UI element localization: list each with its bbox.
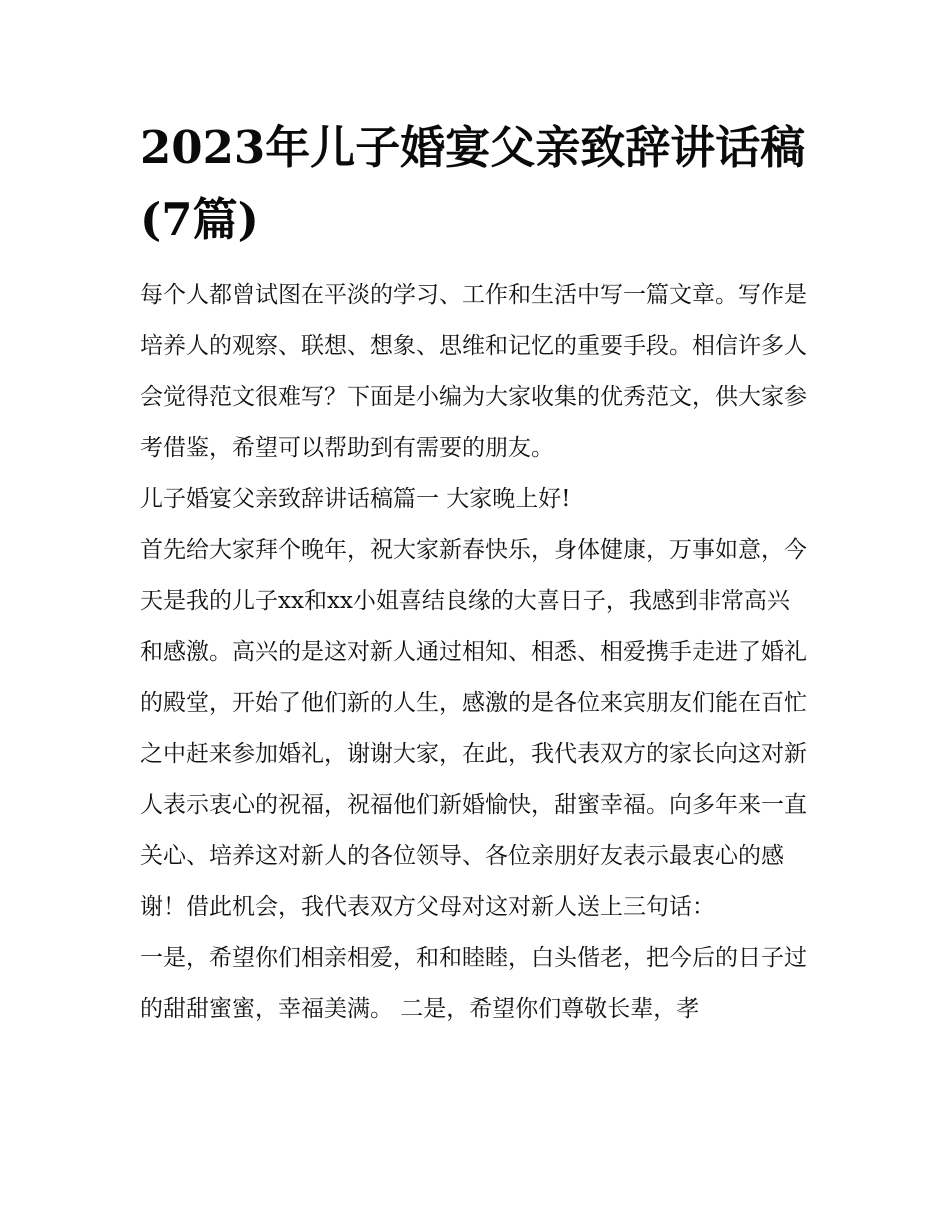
section-heading: 儿子婚宴父亲致辞讲话稿篇一 大家晚上好! [140, 486, 571, 512]
body-paragraph: 一是，希望你们相亲相爱，和和睦睦，白头偕老，把今后的日子过的甜甜蜜蜜，幸福美满。 二是，希望你们尊敬长辈，孝 [140, 945, 807, 1022]
intro-paragraph: 每个人都曾试图在平淡的学习、工作和生活中写一篇文章。写作是培养人的观察、联想、想象、思维和记忆的重要手段。相信许多人会觉得范文很难写？下面是小编为大家收集的优秀范文，供大家参考借鉴，希望可以帮助到有需要的朋友。 [140, 282, 807, 461]
body-paragraph: 首先给大家拜个晚年，祝大家新春快乐，身体健康，万事如意，今天是我的儿子xx和xx小姐喜结良缘的大喜日子，我感到非常高兴和感激。高兴的是这对新人通过相知、相悉、相爱携手走进了婚礼的殿堂，开始了他们新的人生，感激的是各位来宾朋友们能在百忙之中赶来参加婚礼，谢谢大家，在此，我代表双方的家长向这对新人表示衷心的祝福，祝福他们新婚愉快，甜蜜幸福。向多年来一直关心、培养这对新人的各位领导、各位亲朋好友表示最衷心的感谢！借此机会，我代表双方父母对这对新人送上三句话： [140, 537, 807, 920]
document-page [140, 112, 812, 1035]
document-title: 2023年儿子婚宴父亲致辞讲话稿(7篇) [140, 121, 806, 246]
